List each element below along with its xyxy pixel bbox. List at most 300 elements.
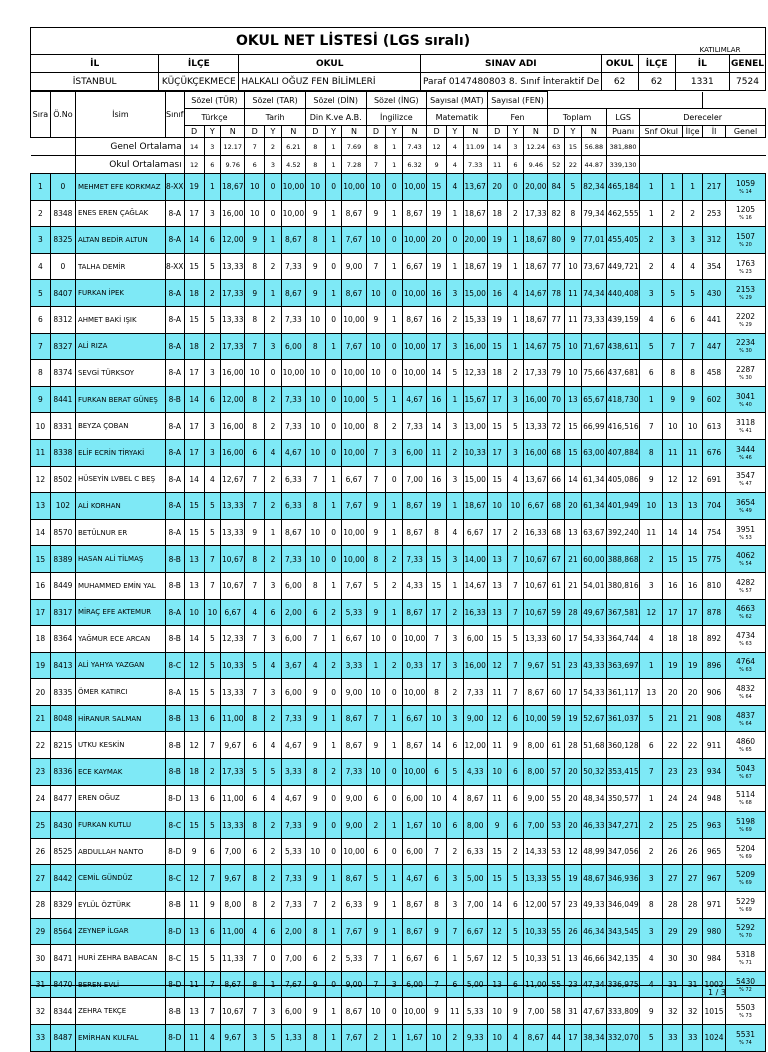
- table-row: [31, 865, 766, 892]
- student-name-cell: ELİF ECRİN TİRYAKİ: [75, 439, 165, 466]
- score-cell: 1: [386, 493, 403, 520]
- score-cell: 2: [386, 652, 403, 679]
- score-cell: 16,00: [524, 386, 548, 413]
- average-value: 9.46: [524, 156, 548, 174]
- col-header-sira: Sıra: [31, 92, 51, 138]
- score-cell: 10,33: [524, 918, 548, 945]
- col-header-lgs: LGS: [606, 109, 639, 126]
- score-cell: 10: [245, 360, 265, 387]
- score-cell: 7,33: [403, 546, 427, 573]
- genel-rank-value: 3547: [735, 471, 756, 481]
- col-header-d: D: [366, 126, 386, 138]
- percentile-value: % 57: [739, 587, 752, 594]
- class-cell: 8-B: [165, 546, 184, 573]
- table-row: [31, 892, 766, 919]
- score-cell: 82: [548, 200, 565, 227]
- genel-rank-value: 5204: [735, 843, 756, 853]
- score-cell: 13,33: [221, 253, 245, 280]
- score-cell: 13: [565, 519, 582, 546]
- average-value: 56.88: [581, 138, 606, 156]
- score-cell: 11,33: [221, 945, 245, 972]
- score-cell: 5: [446, 759, 463, 786]
- rank-degree-cell: 6: [640, 732, 663, 759]
- score-cell: 11: [487, 679, 507, 706]
- col-header-d: D: [548, 126, 565, 138]
- score-cell: 2: [507, 519, 524, 546]
- student-no-cell: 8389: [50, 546, 75, 573]
- score-cell: 1: [325, 705, 342, 732]
- score-cell: 2: [446, 1025, 463, 1052]
- score-cell: 8: [305, 493, 325, 520]
- percentile-value: % 16: [739, 215, 752, 222]
- score-cell: 12: [184, 652, 204, 679]
- rank-cell: 27: [31, 865, 51, 892]
- col-header-il: İl: [703, 126, 726, 138]
- col-header-y: Y: [446, 126, 463, 138]
- score-cell: 6,33: [281, 466, 305, 493]
- score-cell: 5: [204, 812, 221, 839]
- sinav-label: SINAV ADI: [421, 55, 602, 73]
- table-row: [31, 1025, 766, 1052]
- score-cell: 13,67: [524, 466, 548, 493]
- rank-degree-cell: 31: [663, 971, 683, 998]
- score-cell: 13: [184, 785, 204, 812]
- rank-degree-cell: 6: [663, 306, 683, 333]
- rank-degree-cell: 8: [640, 892, 663, 919]
- score-cell: 6: [427, 865, 447, 892]
- score-cell: 10,67: [221, 546, 245, 573]
- genel-rank-cell: [726, 599, 766, 626]
- score-cell: 12: [487, 652, 507, 679]
- rank-cell: 14: [31, 519, 51, 546]
- col-header-ilce: İlçe: [683, 126, 703, 138]
- rank-degree-cell: 20: [663, 679, 683, 706]
- score-cell: 73,67: [581, 253, 606, 280]
- score-cell: 8: [366, 413, 386, 440]
- rank-degree-cell: 17: [683, 599, 703, 626]
- genel-rank-value: 5198: [735, 817, 756, 827]
- student-name-cell: BEYZA ÇOBAN: [75, 413, 165, 440]
- student-name-cell: ENES EREN ÇAĞLAK: [75, 200, 165, 227]
- rank-degree-cell: 1: [640, 386, 663, 413]
- col-header-n: N: [463, 126, 487, 138]
- score-cell: 7,33: [281, 865, 305, 892]
- genel-rank-cell: [726, 918, 766, 945]
- score-cell: 10: [245, 200, 265, 227]
- score-cell: 10,00: [342, 386, 366, 413]
- table-row: [31, 519, 766, 546]
- genel-rank-cell: [726, 865, 766, 892]
- rank-degree-cell: 3: [640, 865, 663, 892]
- rank-degree-cell: 27: [663, 865, 683, 892]
- percentile-value: % 14: [739, 188, 752, 195]
- student-name-cell: ZEYNEP İLGAR: [75, 918, 165, 945]
- percentile-value: % 72: [739, 986, 752, 993]
- student-no-cell: 8407: [50, 280, 75, 307]
- lgs-score-cell: 332,070: [606, 1025, 639, 1052]
- score-cell: 8: [245, 253, 265, 280]
- score-cell: 9: [507, 998, 524, 1025]
- rank-cell: 23: [31, 759, 51, 786]
- score-cell: 2: [386, 546, 403, 573]
- rank-degree-cell: 3: [663, 227, 683, 254]
- rank-degree-cell: 15: [683, 546, 703, 573]
- lgs-score-cell: 438,611: [606, 333, 639, 360]
- score-cell: 0: [265, 360, 282, 387]
- score-cell: 28: [565, 599, 582, 626]
- score-cell: 1,33: [281, 1025, 305, 1052]
- col-header-d: D: [305, 126, 325, 138]
- genel-rank-cell: [726, 998, 766, 1025]
- rank-degree-cell: 31: [683, 971, 703, 998]
- score-cell: 14: [184, 227, 204, 254]
- rank-cell: 18: [31, 626, 51, 653]
- rank-degree-cell: 24: [663, 785, 683, 812]
- score-cell: 7: [366, 945, 386, 972]
- percentile-value: % 64: [739, 720, 752, 727]
- score-cell: 49,33: [581, 892, 606, 919]
- score-cell: 43,33: [581, 652, 606, 679]
- score-cell: 2: [325, 599, 342, 626]
- score-cell: 10,33: [463, 439, 487, 466]
- score-cell: 17: [184, 200, 204, 227]
- score-cell: 2: [507, 360, 524, 387]
- lgs-score-cell: 346,936: [606, 865, 639, 892]
- score-cell: 0: [507, 174, 524, 201]
- student-name-cell: ALİ YAHYA YAZGAN: [75, 652, 165, 679]
- score-cell: 9,67: [524, 652, 548, 679]
- genel-rank-value: 5503: [735, 1003, 756, 1013]
- score-cell: 1: [386, 918, 403, 945]
- score-cell: 12: [184, 732, 204, 759]
- rank-cell: 5: [31, 280, 51, 307]
- il-count-value: 1331: [675, 73, 729, 91]
- score-cell: 4: [204, 1025, 221, 1052]
- score-cell: 8: [427, 679, 447, 706]
- results-table: [30, 91, 766, 1052]
- score-cell: 6: [427, 945, 447, 972]
- rank-degree-cell: 26: [683, 838, 703, 865]
- score-cell: 60: [548, 679, 565, 706]
- average-value: 7.69: [342, 138, 366, 156]
- col-header-n: N: [281, 126, 305, 138]
- score-cell: 2: [265, 386, 282, 413]
- genel-rank-cell: [726, 705, 766, 732]
- score-cell: 2: [446, 838, 463, 865]
- score-cell: 61: [548, 572, 565, 599]
- score-cell: 19: [427, 493, 447, 520]
- score-cell: 10,67: [221, 998, 245, 1025]
- class-cell: 8-D: [165, 785, 184, 812]
- score-cell: 19: [565, 705, 582, 732]
- score-cell: 9,00: [342, 812, 366, 839]
- rank-degree-cell: 6: [683, 306, 703, 333]
- blank-cell: [640, 138, 766, 156]
- percentile-value: % 64: [739, 694, 752, 701]
- score-cell: 15: [565, 413, 582, 440]
- score-cell: 53: [548, 812, 565, 839]
- table-row: [31, 838, 766, 865]
- lgs-score-cell: 336,975: [606, 971, 639, 998]
- score-cell: 8,67: [403, 918, 427, 945]
- score-cell: 49,67: [581, 599, 606, 626]
- score-cell: 14,67: [524, 280, 548, 307]
- score-cell: 2: [265, 466, 282, 493]
- table-row: [31, 679, 766, 706]
- score-cell: 1: [507, 306, 524, 333]
- score-cell: 8,67: [342, 732, 366, 759]
- score-cell: 54,01: [581, 572, 606, 599]
- page-title: OKUL NET LİSTESİ (LGS sıralı): [31, 28, 676, 55]
- col-header-subject-group: Sözel (İNG): [366, 92, 427, 109]
- average-value: 52: [548, 156, 565, 174]
- score-cell: 1: [446, 572, 463, 599]
- score-cell: 8,67: [342, 705, 366, 732]
- average-value: 2: [265, 138, 282, 156]
- score-cell: 19: [565, 865, 582, 892]
- lgs-score-cell: 347,271: [606, 812, 639, 839]
- score-cell: 8: [245, 971, 265, 998]
- score-cell: 6: [245, 785, 265, 812]
- table-row: [31, 945, 766, 972]
- score-cell: 2: [265, 253, 282, 280]
- score-cell: 9: [366, 918, 386, 945]
- score-cell: 3: [446, 705, 463, 732]
- average-value: 6: [507, 156, 524, 174]
- rank-cell: 13: [31, 493, 51, 520]
- rank-degree-cell: 12: [683, 466, 703, 493]
- score-cell: 16: [427, 466, 447, 493]
- average-value: 1: [386, 138, 403, 156]
- student-no-cell: 8570: [50, 519, 75, 546]
- student-no-cell: 8335: [50, 679, 75, 706]
- score-cell: 5: [245, 759, 265, 786]
- lgs-score-cell: 353,415: [606, 759, 639, 786]
- student-name-cell: ALTAN BEDİR ALTUN: [75, 227, 165, 254]
- col-header-subject: Din K.ve A.B.: [305, 109, 366, 126]
- score-cell: 20: [565, 812, 582, 839]
- class-cell: 8-XX: [165, 253, 184, 280]
- score-cell: 4: [265, 785, 282, 812]
- score-cell: 15,67: [463, 386, 487, 413]
- genel-rank-value: 5318: [735, 950, 756, 960]
- score-cell: 16,00: [221, 200, 245, 227]
- score-cell: 12,33: [221, 626, 245, 653]
- score-cell: 7,00: [403, 466, 427, 493]
- score-cell: 77: [548, 253, 565, 280]
- rank-degree-cell: 878: [703, 599, 726, 626]
- rank-degree-cell: 2: [640, 812, 663, 839]
- rank-degree-cell: 9: [663, 386, 683, 413]
- score-cell: 9,00: [342, 971, 366, 998]
- genel-rank-value: 4282: [735, 577, 756, 587]
- score-cell: 2: [265, 413, 282, 440]
- genel-rank-cell: [726, 519, 766, 546]
- score-cell: 7: [245, 998, 265, 1025]
- col-header-dereceler: Dereceler: [640, 109, 766, 126]
- score-cell: 80: [548, 227, 565, 254]
- score-cell: 0: [325, 306, 342, 333]
- score-cell: 10,33: [524, 945, 548, 972]
- score-cell: 4: [446, 785, 463, 812]
- student-name-cell: ALİ KORHAN: [75, 493, 165, 520]
- score-cell: 8,67: [463, 785, 487, 812]
- rank-degree-cell: 3: [683, 227, 703, 254]
- score-cell: 15: [487, 865, 507, 892]
- average-value: 7.28: [342, 156, 366, 174]
- rank-degree-cell: 25: [663, 812, 683, 839]
- score-cell: 7,00: [463, 892, 487, 919]
- score-cell: 10: [366, 280, 386, 307]
- lgs-score-cell: 455,405: [606, 227, 639, 254]
- rank-degree-cell: 7: [683, 333, 703, 360]
- score-cell: 1: [386, 306, 403, 333]
- score-cell: 0: [325, 386, 342, 413]
- score-cell: 19: [427, 200, 447, 227]
- page-number: 1 / 3: [708, 988, 726, 997]
- score-cell: 10: [245, 174, 265, 201]
- score-cell: 2: [366, 1025, 386, 1052]
- table-row: [31, 174, 766, 201]
- average-label: Genel Ortalama: [75, 138, 184, 156]
- score-cell: 6,00: [403, 439, 427, 466]
- score-cell: 3: [265, 572, 282, 599]
- rank-cell: 31: [31, 971, 51, 998]
- score-cell: 7: [427, 971, 447, 998]
- rank-degree-cell: 16: [683, 572, 703, 599]
- score-cell: 47,34: [581, 971, 606, 998]
- score-cell: 7,00: [221, 838, 245, 865]
- score-cell: 8,67: [403, 599, 427, 626]
- score-cell: 17: [487, 439, 507, 466]
- score-cell: 7,67: [342, 333, 366, 360]
- score-cell: 7,33: [342, 759, 366, 786]
- rank-degree-cell: 24: [683, 785, 703, 812]
- score-cell: 3,67: [281, 652, 305, 679]
- score-cell: 10: [366, 626, 386, 653]
- student-no-cell: 0: [50, 253, 75, 280]
- percentile-value: % 71: [739, 960, 752, 967]
- score-cell: 8,67: [524, 679, 548, 706]
- score-cell: 8: [305, 1025, 325, 1052]
- col-header-toplam: Toplam: [548, 109, 607, 126]
- student-name-cell: ALİ RIZA: [75, 333, 165, 360]
- rank-degree-cell: 2: [640, 546, 663, 573]
- col-header-subject-group: Sözel (TAR): [245, 92, 306, 109]
- rank-degree-cell: 911: [703, 732, 726, 759]
- score-cell: 10: [487, 493, 507, 520]
- score-cell: 0: [325, 360, 342, 387]
- lgs-score-cell: 367,581: [606, 599, 639, 626]
- score-cell: 18,67: [524, 306, 548, 333]
- score-cell: 1: [265, 227, 282, 254]
- genel-rank-value: 4734: [735, 630, 756, 640]
- score-cell: 10: [487, 759, 507, 786]
- score-cell: 10: [366, 174, 386, 201]
- rank-degree-cell: 980: [703, 918, 726, 945]
- rank-degree-cell: 13: [640, 679, 663, 706]
- average-value: 12: [184, 156, 204, 174]
- score-cell: 6: [204, 838, 221, 865]
- percentile-value: % 67: [739, 773, 752, 780]
- rank-cell: 30: [31, 945, 51, 972]
- score-cell: 6: [507, 892, 524, 919]
- rank-degree-cell: 613: [703, 413, 726, 440]
- genel-rank-cell: [726, 626, 766, 653]
- score-cell: 4: [507, 1025, 524, 1052]
- genel-rank-cell: [726, 812, 766, 839]
- rank-degree-cell: 906: [703, 679, 726, 706]
- score-cell: 1: [386, 812, 403, 839]
- score-cell: 1: [325, 280, 342, 307]
- percentile-value: % 20: [739, 241, 752, 248]
- score-cell: 20: [565, 785, 582, 812]
- rank-degree-cell: 5: [683, 280, 703, 307]
- score-cell: 9,00: [524, 785, 548, 812]
- score-cell: 6: [507, 812, 524, 839]
- genel-rank-cell: [726, 333, 766, 360]
- rank-degree-cell: 11: [663, 439, 683, 466]
- lgs-score-cell: 449,721: [606, 253, 639, 280]
- genel-rank-cell: [726, 413, 766, 440]
- score-cell: 15: [184, 493, 204, 520]
- score-cell: 6: [245, 439, 265, 466]
- rank-degree-cell: 7: [663, 333, 683, 360]
- genel-rank-cell: [726, 227, 766, 254]
- score-cell: 11: [184, 971, 204, 998]
- genel-rank-cell: [726, 732, 766, 759]
- student-no-cell: 8364: [50, 626, 75, 653]
- rank-cell: 24: [31, 785, 51, 812]
- score-cell: 13,00: [463, 413, 487, 440]
- score-cell: 16: [427, 280, 447, 307]
- average-value: 7.33: [463, 156, 487, 174]
- score-cell: 5: [204, 945, 221, 972]
- score-cell: 57: [548, 759, 565, 786]
- score-cell: 20,00: [524, 174, 548, 201]
- score-cell: 5: [204, 493, 221, 520]
- rank-degree-cell: 33: [663, 1025, 683, 1052]
- percentile-value: % 69: [739, 906, 752, 913]
- score-cell: 20: [427, 227, 447, 254]
- score-cell: 6,67: [342, 466, 366, 493]
- score-cell: 7: [204, 998, 221, 1025]
- average-value: 14: [487, 138, 507, 156]
- score-cell: 9: [366, 493, 386, 520]
- score-cell: 10: [305, 546, 325, 573]
- score-cell: 10: [427, 812, 447, 839]
- score-cell: 23: [565, 971, 582, 998]
- score-cell: 10,00: [342, 306, 366, 333]
- rank-degree-cell: 29: [663, 918, 683, 945]
- score-cell: 9,00: [342, 253, 366, 280]
- rank-degree-cell: 28: [683, 892, 703, 919]
- score-cell: 48,34: [581, 785, 606, 812]
- score-cell: 19: [487, 253, 507, 280]
- score-cell: 4,67: [281, 439, 305, 466]
- class-cell: 8-A: [165, 306, 184, 333]
- score-cell: 4: [446, 174, 463, 201]
- score-cell: 13,33: [524, 626, 548, 653]
- score-cell: 4,67: [403, 386, 427, 413]
- score-cell: 8,67: [403, 892, 427, 919]
- student-no-cell: 8312: [50, 306, 75, 333]
- score-cell: 6: [245, 838, 265, 865]
- score-cell: 16,00: [221, 439, 245, 466]
- average-value: 44.87: [581, 156, 606, 174]
- student-no-cell: 8331: [50, 413, 75, 440]
- score-cell: 9,33: [463, 1025, 487, 1052]
